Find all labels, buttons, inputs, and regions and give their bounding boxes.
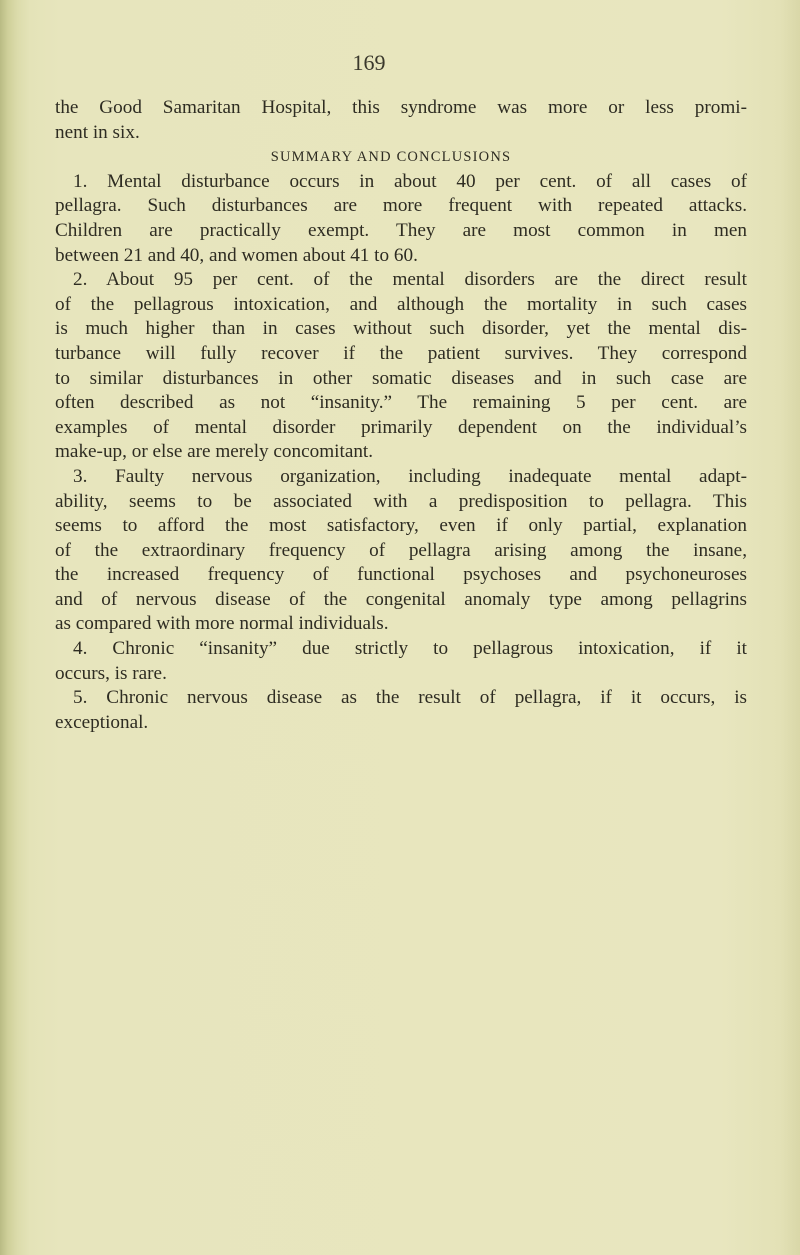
text-line: pellagra. Such disturbances are more frequent with repeated attacks.	[55, 195, 747, 217]
text-line: between 21 and 40, and women about 41 to 60.	[55, 244, 418, 266]
text-line: ability, seems to be associated with a predisposition to pellagra. This	[55, 490, 747, 512]
text-line: 4. Chronic “insanity” due strictly to pellagrous intoxication, if it	[73, 638, 747, 660]
text-line: and of nervous disease of the congenital anomaly type among pellagrins	[55, 588, 747, 610]
text-line: often described as not “insanity.” The remaining 5 per cent. are	[55, 392, 747, 414]
text-line: is much higher than in cases without such disorder, yet the mental dis-	[55, 318, 747, 340]
text-line: 3. Faulty nervous organization, including inadequate mental adapt-	[73, 465, 747, 487]
text-line: seems to afford the most satisfactory, even if only partial, explanation	[55, 515, 747, 537]
text-line: exceptional.	[55, 711, 149, 733]
text-line: of the pellagrous intoxication, and although the mortality in such cases	[55, 293, 747, 315]
text-line: 5. Chronic nervous disease as the result of pellagra, if it occurs, is	[73, 687, 747, 709]
text-line: make-up, or else are merely concomitant.	[55, 441, 374, 463]
text-line: nent in six.	[55, 121, 140, 143]
page-body	[55, 96, 747, 735]
text-line: 1. Mental disturbance occurs in about 40 per cent. of all cases of	[73, 170, 747, 192]
text-line: turbance will fully recover if the patient survives. They correspond	[55, 342, 747, 364]
section-heading: SUMMARY AND CONCLUSIONS	[270, 149, 512, 166]
page-number: 169	[352, 50, 386, 75]
text-line: of the extraordinary frequency of pellagra arising among the insane,	[55, 539, 747, 561]
text-line: 2. About 95 per cent. of the mental disorders are the direct result	[73, 269, 747, 291]
text-line: the increased frequency of functional psychoses and psychoneuroses	[55, 564, 747, 586]
text-line: examples of mental disorder primarily dependent on the individual’s	[55, 416, 747, 438]
text-line: Children are practically exempt. They are most common in men	[55, 219, 747, 241]
text-line: to similar disturbances in other somatic diseases and in such case are	[55, 367, 747, 389]
text-line: as compared with more normal individuals.	[55, 613, 389, 635]
text-line: the Good Samaritan Hospital, this syndrome was more or less promi-	[55, 97, 747, 118]
text-line: occurs, is rare.	[55, 662, 167, 684]
